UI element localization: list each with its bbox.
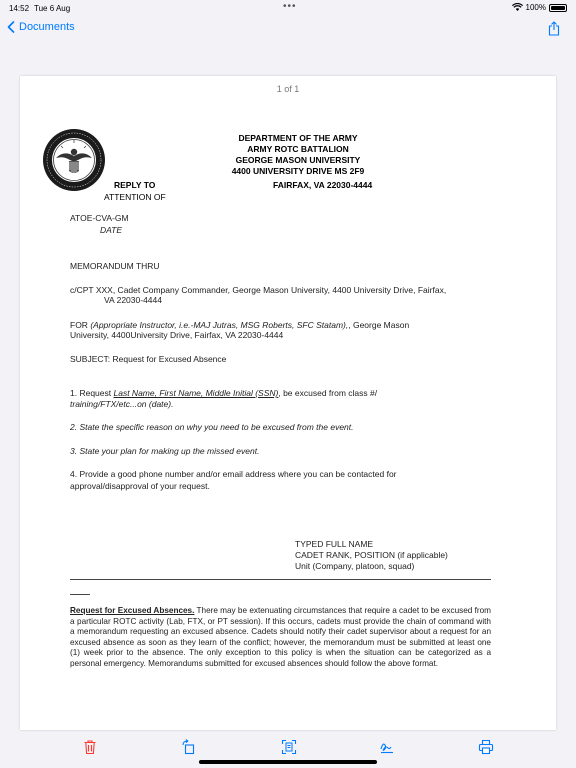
excused-absence-notice bbox=[70, 606, 491, 669]
delete-button[interactable] bbox=[82, 739, 98, 755]
multitasking-dots[interactable]: ••• bbox=[283, 1, 297, 12]
for-rest: , George Mason bbox=[348, 320, 410, 330]
paragraph-1-continued: training/FTX/etc...on (date). bbox=[70, 399, 174, 409]
back-label: Documents bbox=[19, 21, 75, 33]
paragraph-1-prefix: 1. Request bbox=[70, 388, 112, 398]
memo-thru: MEMORANDUM THRU bbox=[70, 261, 160, 271]
status-date: Tue 6 Aug bbox=[34, 4, 71, 13]
subject-line: SUBJECT: Request for Excused Absence bbox=[70, 354, 227, 364]
document-page[interactable] bbox=[20, 76, 556, 730]
letterhead bbox=[200, 133, 396, 177]
signature-block bbox=[295, 539, 535, 572]
thru-address-line: c/CPT XXX, Cadet Company Commander, George Mason University, 4400 University Drive, Fairfax, bbox=[70, 285, 447, 295]
letterhead-city: FAIRFAX, VA 22030-4444 bbox=[273, 180, 373, 190]
status-indicators bbox=[512, 3, 567, 12]
share-button[interactable] bbox=[548, 21, 560, 36]
for-prefix: FOR bbox=[70, 320, 88, 330]
signature-line: TYPED FULL NAME bbox=[295, 539, 374, 549]
name-ssn-placeholder: Last Name, First Name, Middle Initial (SSN) bbox=[113, 388, 279, 398]
paragraph-4-continued: approval/disapproval of your request. bbox=[70, 481, 210, 491]
nav-bar bbox=[0, 16, 576, 44]
for-address-line: University, 4400University Drive, Fairfax, VA 22030-4444 bbox=[70, 330, 284, 340]
for-instructor-placeholder: (Appropriate Instructor, i.e.-MAJ Jutras, MSG Roberts, SFC Statam), bbox=[90, 320, 349, 330]
signature-line: CADET RANK, POSITION (if applicable) bbox=[295, 550, 448, 560]
wifi-icon bbox=[512, 3, 523, 12]
department-of-defense-seal bbox=[42, 128, 106, 192]
scan-icon bbox=[281, 739, 297, 755]
reply-to-label: REPLY TO bbox=[114, 180, 156, 190]
attention-of-label: ATTENTION OF bbox=[104, 192, 166, 202]
divider bbox=[70, 579, 491, 580]
date-placeholder: DATE bbox=[100, 225, 123, 235]
home-indicator[interactable] bbox=[199, 760, 377, 764]
paragraph-1-suffix: , be excused from class #/ bbox=[278, 388, 378, 398]
print-button[interactable] bbox=[478, 739, 494, 755]
scan-button[interactable] bbox=[281, 739, 297, 755]
letterhead-line: DEPARTMENT OF THE ARMY bbox=[238, 133, 358, 143]
page-counter: 1 of 1 bbox=[276, 84, 300, 94]
signature-line: Unit (Company, platoon, squad) bbox=[295, 561, 415, 571]
trash-icon bbox=[82, 739, 98, 755]
thru-address-line: VA 22030-4444 bbox=[104, 295, 162, 305]
notice-body: There may be extenuating circumstances that require a cadet to be excused from a particular ROTC activity (Lab, FTX, or PT session). If this occurs, cadets must provide the chain of command with a memorandum requesting an excused absence. Cadets should notify their cadet supervisor about a request for an excused absence as soon as they learn of the conflict; however, the memorandum must be submitted at least one (1) week prior to the absence. The only exception to this policy is when the situation can be categorized as a personal emergency. Memorandums submitted for excused absences should follow the above format. bbox=[70, 606, 492, 668]
signature-icon bbox=[379, 739, 395, 755]
letterhead-line: ARMY ROTC BATTALION bbox=[247, 144, 349, 154]
notice-heading: Request for Excused Absences. bbox=[70, 606, 195, 615]
share-icon bbox=[548, 21, 560, 36]
battery-percent: 100% bbox=[525, 3, 546, 12]
status-bar bbox=[0, 0, 576, 16]
battery-icon bbox=[549, 4, 567, 12]
paragraph-3: 3. State your plan for making up the missed event. bbox=[70, 446, 260, 456]
chevron-left-icon bbox=[7, 21, 15, 33]
letterhead-line: GEORGE MASON UNIVERSITY bbox=[235, 155, 361, 165]
divider bbox=[70, 594, 90, 595]
paragraph-2: 2. State the specific reason on why you need to be excused from the event. bbox=[70, 422, 354, 432]
rotate-button[interactable] bbox=[181, 739, 197, 755]
back-button[interactable] bbox=[7, 21, 75, 33]
status-time: 14:52 bbox=[9, 4, 30, 13]
letterhead-line: 4400 UNIVERSITY DRIVE MS 2F9 bbox=[231, 166, 365, 176]
paragraph-4: 4. Provide a good phone number and/or email address where you can be contacted for bbox=[70, 469, 397, 479]
office-code: ATOE-CVA-GM bbox=[70, 213, 129, 223]
signature-button[interactable] bbox=[379, 739, 395, 755]
print-icon bbox=[478, 739, 494, 755]
rotate-icon bbox=[181, 739, 197, 755]
paragraph-1 bbox=[70, 388, 377, 399]
